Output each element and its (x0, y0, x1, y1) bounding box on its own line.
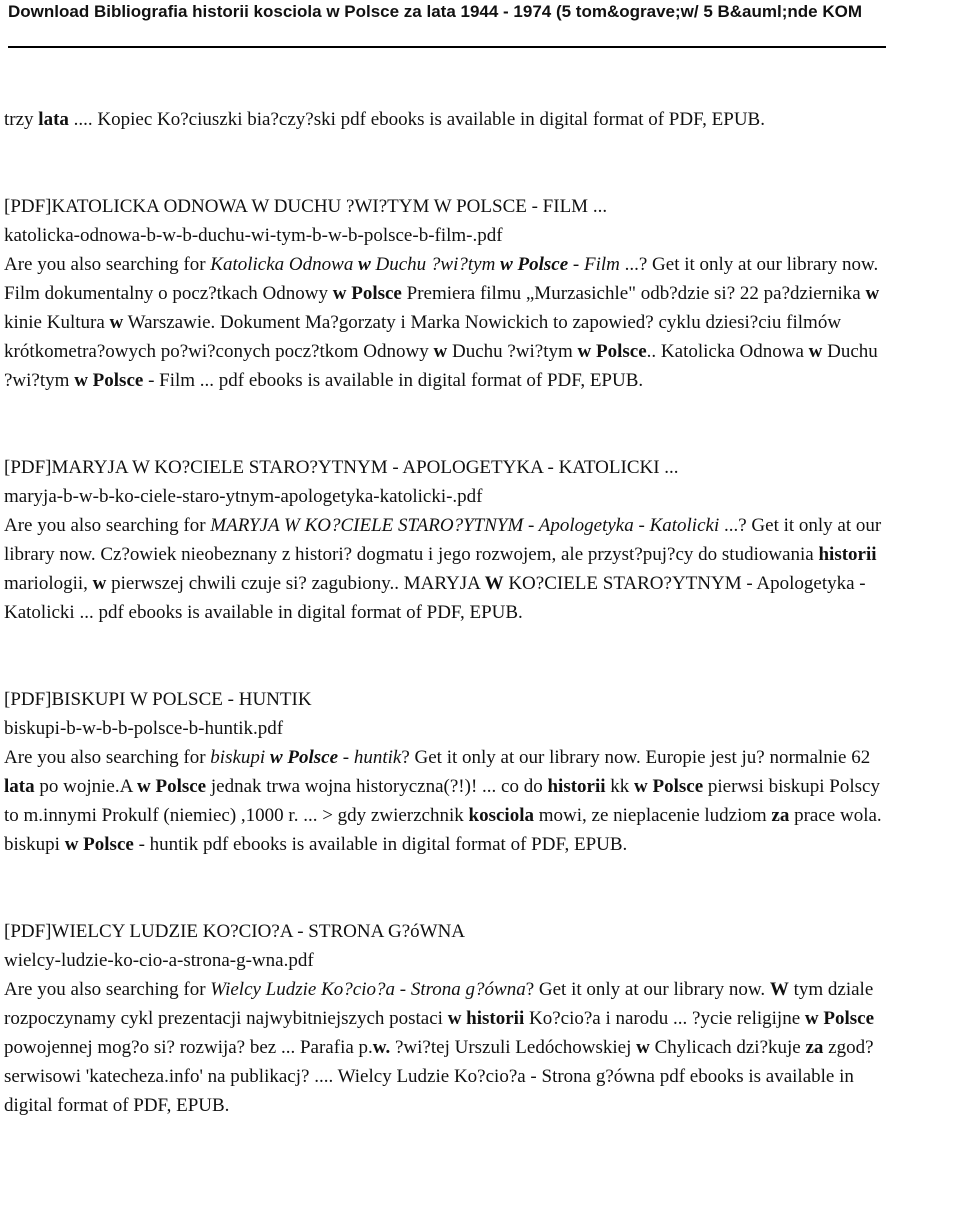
text-run: w (865, 283, 880, 304)
text-run: W (484, 573, 504, 594)
text-run: mowi, ze nieplacenie ludziom (533, 805, 772, 826)
text-run: w (808, 341, 823, 362)
text-run: tym dziale rozpoczynamy cykl prezentacji najwybitniejszych postaci (4, 979, 874, 1029)
text-run: jednak trwa wojna historyczna(?!)! ... co do (206, 776, 548, 797)
text-run: Chylicach dzi?kuje (649, 1037, 806, 1058)
text-run: KO?CIELE STARO?YTNYM - Apologetyka - Katolicki ... pdf ebooks is available in digital format of PDF, EPUB. (4, 573, 866, 623)
result-entry (4, 453, 884, 627)
text-run: w Polsce (269, 747, 339, 768)
text-run: w (433, 341, 448, 362)
text-run: w (636, 1037, 650, 1058)
text-run: prace wola. biskupi (4, 805, 882, 855)
text-run: - Film (568, 254, 620, 275)
text-run: Are you also searching for (4, 979, 211, 1000)
text-run: Katolicka Odnowa (210, 254, 359, 275)
result-entry (4, 105, 884, 134)
text-run: w (92, 573, 107, 594)
result-entry (4, 192, 884, 395)
text-run: Duchu ?wi?tym (447, 341, 578, 362)
text-run: biskupi (210, 747, 270, 768)
result-entry (4, 917, 884, 1120)
result-description (4, 254, 879, 391)
result-title-link[interactable]: [PDF]KATOLICKA ODNOWA W DUCHU ?WI?TYM W POLSCE - FILM ... (4, 196, 608, 217)
text-run: w Polsce (500, 254, 569, 275)
page-title: Download Bibliografia historii kosciola w Polsce za lata 1944 - 1974 (5 tom&ograve;w/ 5 B&auml;nde KOM (8, 2, 862, 21)
text-run: pierwszej chwili czuje si? zagubiony.. MARYJA (106, 573, 485, 594)
text-run: w Polsce (804, 1008, 875, 1029)
text-run: - Film ... pdf ebooks is available in digital format of PDF, EPUB. (143, 370, 644, 391)
text-run: MARYJA W KO?CIELE STARO?YTNYM - Apologetyka - Katolicki (210, 515, 720, 536)
result-title-link[interactable]: [PDF]MARYJA W KO?CIELE STARO?YTNYM - APOLOGETYKA - KATOLICKI ... (4, 457, 679, 478)
result-description (4, 979, 874, 1116)
text-run: mariologii, (4, 573, 93, 594)
text-run: kosciola (468, 805, 534, 826)
text-run: kinie Kultura (4, 312, 110, 333)
result-filename: katolicka-odnowa-b-w-b-duchu-wi-tym-b-w-b-polsce-b-film-.pdf (4, 225, 503, 246)
text-run: ...? Get it only at our library now. Cz?owiek nieobeznany z histori? dogmatu i jego rozwojem, ale przyst?puj?cy do studiowania (4, 515, 882, 565)
text-run: zgod? serwisowi 'katecheza.info' na publikacj? .... Wielcy Ludzie Ko?cio?a - Strona g?ówna pdf ebooks is available in digital format of PDF, EPUB. (4, 1037, 874, 1116)
text-run: pierwsi biskupi Polscy to m.innymi Prokulf (niemiec) ,1000 r. ... > gdy zwierzchnik (4, 776, 880, 826)
text-run: Duchu ?wi?tym (370, 254, 501, 275)
text-run: - huntik pdf ebooks is available in digital format of PDF, EPUB. (133, 834, 628, 855)
text-run: W (769, 979, 789, 1000)
text-run: ? Get it only at our library now. (525, 979, 770, 1000)
text-run: kk (605, 776, 635, 797)
text-run: Are you also searching for (4, 747, 211, 768)
text-run: w Polsce (64, 834, 134, 855)
text-run: lata (38, 109, 69, 130)
text-run: w (358, 254, 371, 275)
text-run: w. (372, 1037, 391, 1058)
text-run: powojennej mog?o si? rozwija? bez ... Parafia p. (4, 1037, 373, 1058)
result-filename: biskupi-b-w-b-b-polsce-b-huntik.pdf (4, 718, 284, 739)
result-description (4, 515, 881, 623)
title-divider (8, 46, 886, 48)
text-run: lata (4, 776, 35, 797)
text-run: historii (818, 544, 877, 565)
text-run: w Polsce (332, 283, 402, 304)
text-run: Warszawie. Dokument Ma?gorzaty i Marka Nowickich to zapowied? cyklu dziesi?ciu filmów krótkometra?owych po?wi?conych pocz?tkom Odnowy (4, 312, 842, 362)
text-run: Wielcy Ludzie Ko?cio?a - Strona g?ówna (210, 979, 526, 1000)
text-run: w Polsce (137, 776, 207, 797)
text-run: za (771, 805, 790, 826)
result-filename: wielcy-ludzie-ko-cio-a-strona-g-wna.pdf (4, 950, 314, 971)
result-description (4, 109, 765, 130)
text-run: w historii (447, 1008, 525, 1029)
text-run: ? Get it only at our library now. Europie jest ju? normalnie 62 (401, 747, 871, 768)
text-run: w Polsce (634, 776, 704, 797)
text-run: historii (547, 776, 606, 797)
results-list (4, 105, 884, 1120)
text-run: Are you also searching for (4, 254, 211, 275)
text-run: Are you also searching for (4, 515, 211, 536)
text-run: trzy (4, 109, 39, 130)
result-entry (4, 685, 884, 859)
text-run: ?wi?tej Urszuli Ledóchowskiej (390, 1037, 637, 1058)
text-run: Duchu ?wi?tym (4, 341, 878, 391)
text-run: - huntik (338, 747, 402, 768)
text-run: Ko?cio?a i narodu ... ?ycie religijne (524, 1008, 805, 1029)
text-run: po wojnie.A (34, 776, 137, 797)
text-run: w Polsce (577, 341, 647, 362)
text-run: .... Kopiec Ko?ciuszki bia?czy?ski pdf ebooks is available in digital format of PDF, EPUB. (68, 109, 765, 130)
text-run: w Polsce (74, 370, 144, 391)
text-run: Premiera filmu „Murzasichle" odb?dzie si? 22 pa?dziernika (401, 283, 866, 304)
result-title-link[interactable]: [PDF]WIELCY LUDZIE KO?CIO?A - STRONA G?óWNA (4, 921, 466, 942)
result-title-link[interactable]: [PDF]BISKUPI W POLSCE - HUNTIK (4, 689, 312, 710)
text-run: w (109, 312, 124, 333)
text-run: ...? Get it only at our library now. Film dokumentalny o pocz?tkach Odnowy (4, 254, 879, 304)
text-run: za (805, 1037, 824, 1058)
result-filename: maryja-b-w-b-ko-ciele-staro-ytnym-apologetyka-katolicki-.pdf (4, 486, 483, 507)
text-run: .. Katolicka Odnowa (646, 341, 809, 362)
result-description (4, 747, 882, 855)
